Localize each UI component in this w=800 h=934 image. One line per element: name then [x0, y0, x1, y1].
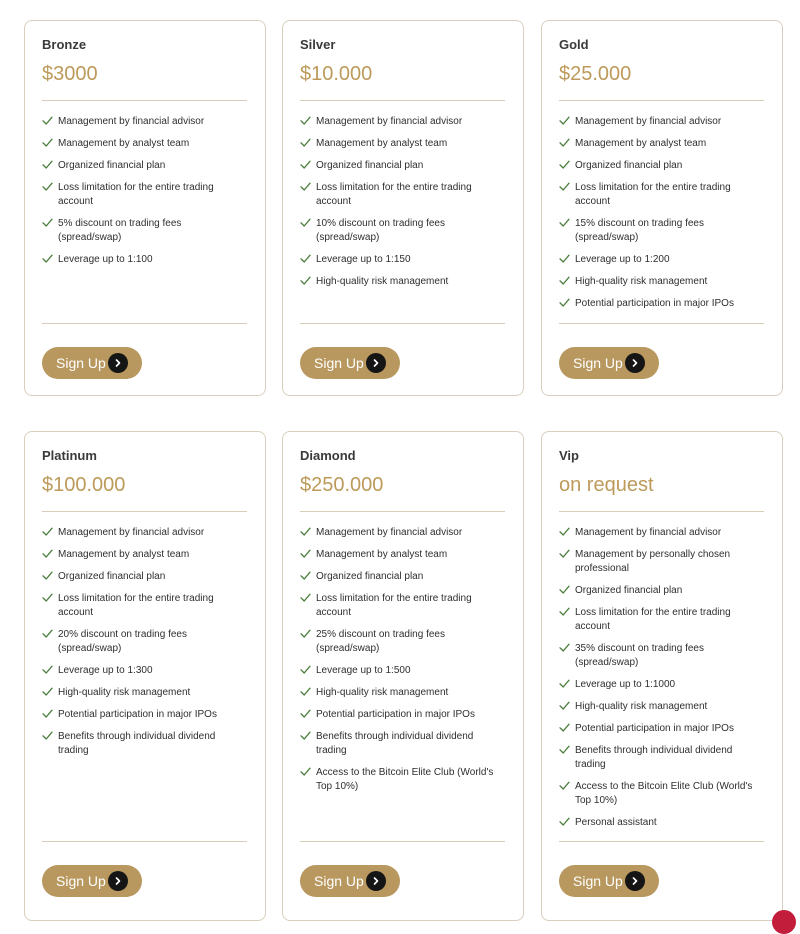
plan-card-bronze [24, 20, 266, 396]
plan-price: on request [559, 474, 654, 496]
check-icon [300, 115, 311, 126]
check-icon [559, 780, 570, 791]
feature-text: Loss limitation for the entire trading account [58, 182, 214, 207]
feature-item [559, 159, 764, 173]
feature-text: Organized financial plan [575, 585, 683, 596]
check-icon [42, 253, 53, 264]
check-icon [300, 526, 311, 537]
divider [559, 100, 764, 101]
feature-item [300, 253, 505, 267]
feature-item [42, 159, 247, 173]
sign-up-label: Sign Up [56, 355, 106, 371]
feature-item [559, 115, 764, 129]
chevron-right-icon [625, 353, 645, 373]
feature-text: Leverage up to 1:100 [58, 254, 153, 265]
check-icon [300, 137, 311, 148]
feature-item [42, 570, 247, 584]
feature-text: Management by analyst team [316, 138, 448, 149]
sign-up-button[interactable] [559, 347, 659, 379]
feature-item [42, 217, 247, 245]
feature-item [300, 526, 505, 540]
plan-name: Bronze [42, 37, 87, 52]
feature-text: 25% discount on trading fees (spread/swap) [316, 629, 445, 654]
check-icon [559, 642, 570, 653]
feature-item [42, 686, 247, 700]
feature-item [300, 275, 505, 289]
feature-item [300, 115, 505, 129]
check-icon [300, 686, 311, 697]
feature-text: Management by financial advisor [575, 116, 722, 127]
sign-up-button[interactable] [300, 865, 400, 897]
feature-item [559, 275, 764, 289]
feature-item [42, 708, 247, 722]
feature-text: 15% discount on trading fees (spread/swap) [575, 218, 704, 243]
feature-item [300, 159, 505, 173]
feature-text: Organized financial plan [575, 160, 683, 171]
feature-text: Potential participation in major IPOs [316, 709, 475, 720]
chevron-right-icon [366, 353, 386, 373]
sign-up-label: Sign Up [56, 873, 106, 889]
feature-item [559, 181, 764, 209]
check-icon [300, 181, 311, 192]
check-icon [300, 253, 311, 264]
feature-text: Management by financial advisor [58, 116, 205, 127]
check-icon [559, 700, 570, 711]
feature-text: Loss limitation for the entire trading account [58, 593, 214, 618]
check-icon [42, 217, 53, 228]
feature-item [300, 686, 505, 700]
plan-card-vip [541, 431, 783, 921]
check-icon [300, 766, 311, 777]
feature-text: High-quality risk management [575, 701, 708, 712]
feature-item [559, 217, 764, 245]
chevron-right-icon [108, 871, 128, 891]
check-icon [42, 686, 53, 697]
check-icon [559, 297, 570, 308]
feature-item [559, 722, 764, 736]
feature-list [42, 115, 247, 275]
check-icon [42, 592, 53, 603]
chevron-right-icon [625, 871, 645, 891]
feature-item [300, 730, 505, 758]
check-icon [300, 217, 311, 228]
check-icon [559, 115, 570, 126]
divider [300, 100, 505, 101]
check-icon [42, 628, 53, 639]
chevron-right-icon [108, 353, 128, 373]
feature-text: Loss limitation for the entire trading account [575, 607, 731, 632]
feature-text: High-quality risk management [575, 276, 708, 287]
feature-text: Management by financial advisor [575, 527, 722, 538]
feature-text: Loss limitation for the entire trading account [316, 593, 472, 618]
feature-list [559, 115, 764, 319]
feature-item [300, 708, 505, 722]
feature-text: Organized financial plan [58, 571, 166, 582]
plan-name: Gold [559, 37, 589, 52]
divider [300, 511, 505, 512]
check-icon [559, 744, 570, 755]
feature-list [42, 526, 247, 766]
plan-price: $100.000 [42, 474, 126, 496]
feature-item [42, 592, 247, 620]
check-icon [300, 570, 311, 581]
feature-text: Access to the Bitcoin Elite Club (World's Top 10%) [316, 767, 494, 792]
chevron-right-icon [366, 871, 386, 891]
feature-text: High-quality risk management [316, 276, 449, 287]
feature-text: Management by analyst team [58, 138, 190, 149]
feature-text: Management by financial advisor [316, 527, 463, 538]
divider [42, 841, 247, 842]
check-icon [42, 548, 53, 559]
check-icon [300, 159, 311, 170]
feature-list [300, 526, 505, 802]
feature-text: Management by financial advisor [58, 527, 205, 538]
check-icon [42, 664, 53, 675]
check-icon [300, 708, 311, 719]
sign-up-button[interactable] [42, 347, 142, 379]
feature-item [300, 217, 505, 245]
feature-item [42, 526, 247, 540]
divider [42, 511, 247, 512]
check-icon [42, 526, 53, 537]
sign-up-label: Sign Up [573, 873, 623, 889]
feature-list [300, 115, 505, 297]
feature-text: 10% discount on trading fees (spread/swap) [316, 218, 445, 243]
divider [300, 841, 505, 842]
divider [42, 100, 247, 101]
plan-price: $25.000 [559, 63, 632, 85]
check-icon [559, 548, 570, 559]
plan-price: $3000 [42, 63, 98, 85]
check-icon [559, 606, 570, 617]
check-icon [42, 137, 53, 148]
feature-item [559, 548, 764, 576]
sign-up-button[interactable] [559, 865, 659, 897]
feature-text: Management by personally chosen professional [575, 549, 731, 574]
check-icon [300, 592, 311, 603]
feature-text: Potential participation in major IPOs [575, 298, 734, 309]
chat-widget-icon[interactable] [772, 910, 796, 934]
feature-text: Loss limitation for the entire trading account [316, 182, 472, 207]
feature-item [300, 181, 505, 209]
plan-price: $10.000 [300, 63, 373, 85]
check-icon [559, 722, 570, 733]
feature-text: High-quality risk management [58, 687, 191, 698]
divider [300, 323, 505, 324]
check-icon [559, 678, 570, 689]
check-icon [42, 730, 53, 741]
feature-text: Access to the Bitcoin Elite Club (World's Top 10%) [575, 781, 753, 806]
plan-card-diamond [282, 431, 524, 921]
plan-name: Vip [559, 448, 579, 463]
feature-text: Management by financial advisor [316, 116, 463, 127]
feature-item [559, 297, 764, 311]
feature-item [42, 664, 247, 678]
feature-text: Personal assistant [575, 817, 657, 828]
feature-item [559, 780, 764, 808]
feature-text: Leverage up to 1:150 [316, 254, 411, 265]
check-icon [559, 159, 570, 170]
feature-item [42, 730, 247, 758]
plan-name: Diamond [300, 448, 356, 463]
feature-text: Benefits through individual dividend trading [575, 745, 733, 770]
check-icon [300, 628, 311, 639]
check-icon [42, 570, 53, 581]
feature-text: Leverage up to 1:500 [316, 665, 411, 676]
plan-name: Silver [300, 37, 336, 52]
feature-item [42, 253, 247, 267]
plan-card-silver [282, 20, 524, 396]
feature-text: Loss limitation for the entire trading account [575, 182, 731, 207]
feature-text: Management by analyst team [316, 549, 448, 560]
sign-up-button[interactable] [300, 347, 400, 379]
feature-item [42, 181, 247, 209]
feature-text: Organized financial plan [316, 571, 424, 582]
feature-item [300, 664, 505, 678]
feature-item [559, 606, 764, 634]
feature-text: Leverage up to 1:200 [575, 254, 670, 265]
feature-text: 20% discount on trading fees (spread/swap) [58, 629, 187, 654]
feature-item [559, 253, 764, 267]
check-icon [42, 159, 53, 170]
feature-text: Management by analyst team [58, 549, 190, 560]
check-icon [300, 730, 311, 741]
feature-text: Leverage up to 1:300 [58, 665, 153, 676]
check-icon [300, 548, 311, 559]
check-icon [559, 137, 570, 148]
feature-item [42, 115, 247, 129]
feature-list [559, 526, 764, 838]
feature-item [559, 526, 764, 540]
feature-item [559, 700, 764, 714]
feature-text: Benefits through individual dividend trading [316, 731, 474, 756]
feature-item [559, 642, 764, 670]
feature-item [300, 766, 505, 794]
feature-item [559, 678, 764, 692]
check-icon [559, 526, 570, 537]
plan-card-gold [541, 20, 783, 396]
feature-item [559, 744, 764, 772]
feature-text: Benefits through individual dividend trading [58, 731, 216, 756]
divider [559, 323, 764, 324]
sign-up-label: Sign Up [314, 873, 364, 889]
check-icon [559, 275, 570, 286]
feature-text: Potential participation in major IPOs [575, 723, 734, 734]
sign-up-label: Sign Up [314, 355, 364, 371]
check-icon [559, 217, 570, 228]
sign-up-button[interactable] [42, 865, 142, 897]
divider [559, 841, 764, 842]
feature-item [42, 628, 247, 656]
feature-item [300, 592, 505, 620]
check-icon [559, 253, 570, 264]
check-icon [42, 181, 53, 192]
check-icon [559, 816, 570, 827]
feature-text: Potential participation in major IPOs [58, 709, 217, 720]
feature-item [559, 584, 764, 598]
feature-item [300, 628, 505, 656]
feature-item [300, 548, 505, 562]
feature-item [42, 137, 247, 151]
check-icon [300, 275, 311, 286]
check-icon [300, 664, 311, 675]
feature-text: Management by analyst team [575, 138, 707, 149]
feature-text: Organized financial plan [58, 160, 166, 171]
check-icon [42, 115, 53, 126]
check-icon [42, 708, 53, 719]
feature-item [42, 548, 247, 562]
feature-text: Organized financial plan [316, 160, 424, 171]
plan-card-platinum [24, 431, 266, 921]
feature-text: 5% discount on trading fees (spread/swap) [58, 218, 182, 243]
check-icon [559, 584, 570, 595]
feature-item [559, 816, 764, 830]
feature-text: Leverage up to 1:1000 [575, 679, 676, 690]
sign-up-label: Sign Up [573, 355, 623, 371]
feature-text: 35% discount on trading fees (spread/swap) [575, 643, 704, 668]
plan-price: $250.000 [300, 474, 384, 496]
plan-name: Platinum [42, 448, 97, 463]
feature-text: High-quality risk management [316, 687, 449, 698]
check-icon [559, 181, 570, 192]
feature-item [559, 137, 764, 151]
divider [42, 323, 247, 324]
feature-item [300, 570, 505, 584]
divider [559, 511, 764, 512]
feature-item [300, 137, 505, 151]
